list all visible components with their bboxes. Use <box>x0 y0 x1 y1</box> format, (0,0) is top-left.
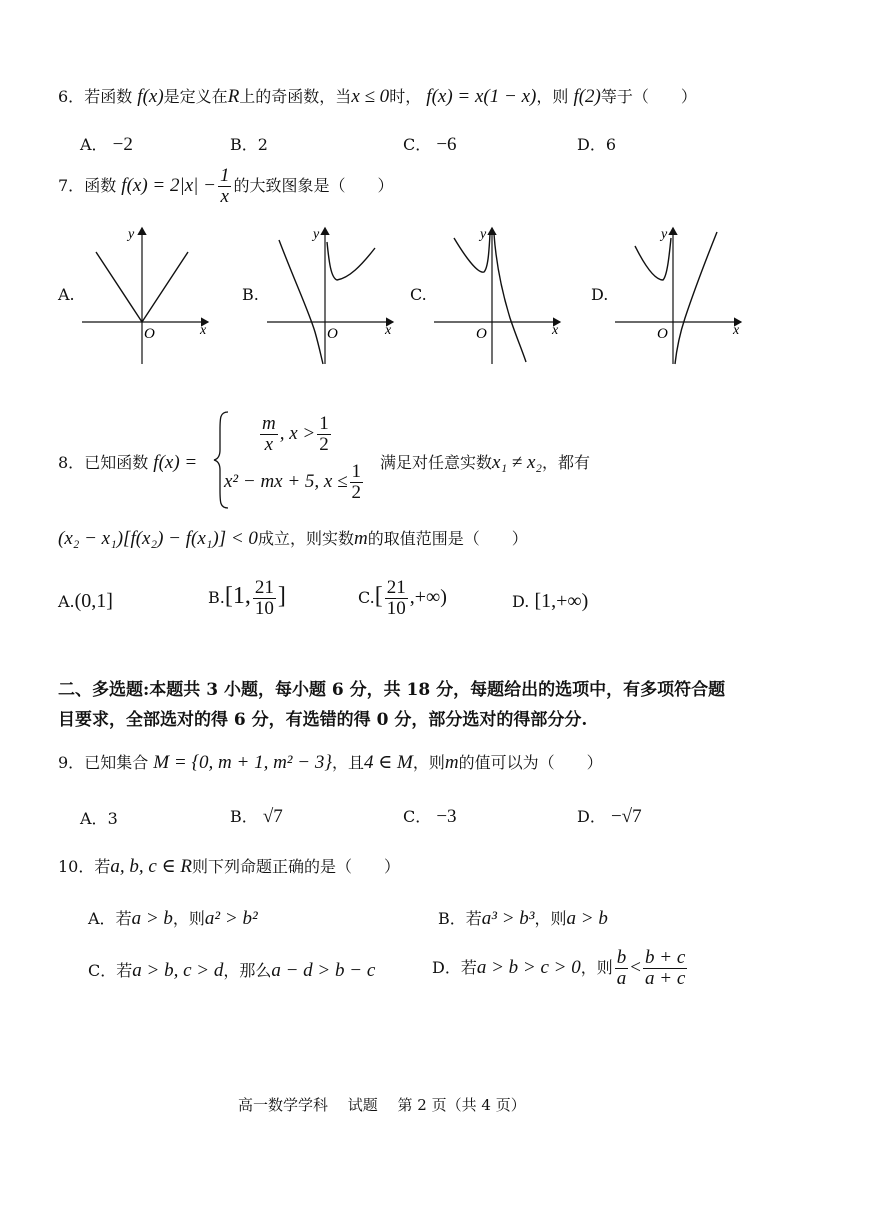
q7-graph-label-a[interactable]: A. <box>58 285 75 304</box>
svg-text:y: y <box>661 227 668 242</box>
svg-text:y: y <box>480 227 487 242</box>
q10-option-c[interactable]: C．若a > b, c > d，那么a − d > b − c <box>88 960 376 981</box>
q6-option-d[interactable]: D．6 <box>577 135 617 154</box>
section-2-heading-line-2: 目要求，全部选对的得 6 分，有选错的得 0 分，部分选对的得部分分. <box>58 710 588 730</box>
q7-graph-a[interactable] <box>80 222 215 367</box>
q7-graph-d[interactable] <box>613 222 748 367</box>
page-footer: 高一数学学科 试题 第 2 页（共 4 页） <box>238 1096 526 1114</box>
q6-option-c[interactable]: C． −6 <box>403 134 457 155</box>
q6-option-b[interactable]: B．2 <box>230 135 268 154</box>
svg-text:y: y <box>313 227 320 242</box>
svg-text:O: O <box>327 326 338 342</box>
q8-case-1: $\frac{m}{x}$ , x > $\frac{1}{2}$ <box>262 413 329 455</box>
q10-option-a[interactable]: A．若a > b，则a² > b² <box>88 908 258 929</box>
q9-option-c[interactable]: C． −3 <box>403 806 457 827</box>
svg-text:x: x <box>385 323 392 338</box>
svg-text:O: O <box>476 326 487 342</box>
q7-graph-label-d[interactable]: D. <box>591 285 609 304</box>
q10-stem: 10．若a, b, c ∈ R则下列命题正确的是（ ） <box>58 856 401 877</box>
q7-graph-label-b[interactable]: B. <box>242 285 259 304</box>
q10-option-d[interactable]: D．若a > b > c > 0，则 $\frac{b}{a}$ < $\frac{b + c}{a + c}$ <box>432 947 686 989</box>
q7-graph-c[interactable] <box>432 222 567 367</box>
q8-case-2: x² − mx + 5, x ≤ $\frac{1}{2}$ <box>224 461 362 503</box>
q8-stem-start: 8．已知函数 f(x) = <box>58 452 198 473</box>
q10-option-b[interactable]: B．若a³ > b³，则a > b <box>438 908 608 929</box>
q9-option-a[interactable]: A．3 <box>80 809 118 828</box>
q8-line-2: (x₂ − x₁)[f(x₂) − f(x₁)] < 0成立，则实数m的取值范围是（ ） <box>58 528 528 549</box>
svg-text:y: y <box>128 227 135 242</box>
q7-graph-b[interactable] <box>265 222 400 367</box>
q8-stem-end: 满足对任意实数x₁ ≠ x₂，都有 <box>380 452 591 473</box>
q9-stem: 9．已知集合 M = {0, m + 1, m² − 3}，且4 ∈ M，则m的值可以为（ ） <box>58 752 603 773</box>
svg-text:O: O <box>657 326 668 342</box>
q9-option-b[interactable]: B． √7 <box>230 806 283 827</box>
q9-option-d[interactable]: D． −√7 <box>577 806 642 827</box>
q7-stem: 7．函数 f(x) = 2|x| − $\frac{1}{x}$ 的大致图象是（ ） <box>58 165 394 207</box>
q8-option-d[interactable]: D. [1,+∞) <box>512 590 589 612</box>
svg-text:O: O <box>144 326 155 342</box>
q8-option-a[interactable]: A.(0,1] <box>58 590 113 612</box>
section-2-heading-line-1: 二、多选题:本题共 3 小题，每小题 6 分，共 18 分，每题给出的选项中，有多项符合题 <box>58 680 726 700</box>
q6-option-a[interactable]: A． −2 <box>80 134 133 155</box>
q7-graph-label-c[interactable]: C. <box>410 285 427 304</box>
svg-text:x: x <box>552 323 559 338</box>
q8-option-c[interactable]: C.[ $\frac{21}{10}$ ,+∞) <box>358 577 447 619</box>
q7-fraction: $\frac{1}{x}$ <box>219 165 230 207</box>
svg-text:x: x <box>733 323 740 338</box>
svg-text:x: x <box>200 323 207 338</box>
q8-option-b[interactable]: B.[1, $\frac{21}{10}$ ] <box>208 577 286 619</box>
q6-stem: 6．若函数 f(x)是定义在R上的奇函数，当x ≤ 0时， f(x) = x(1 − x)，则 f(2)等于（ ） <box>58 86 697 107</box>
